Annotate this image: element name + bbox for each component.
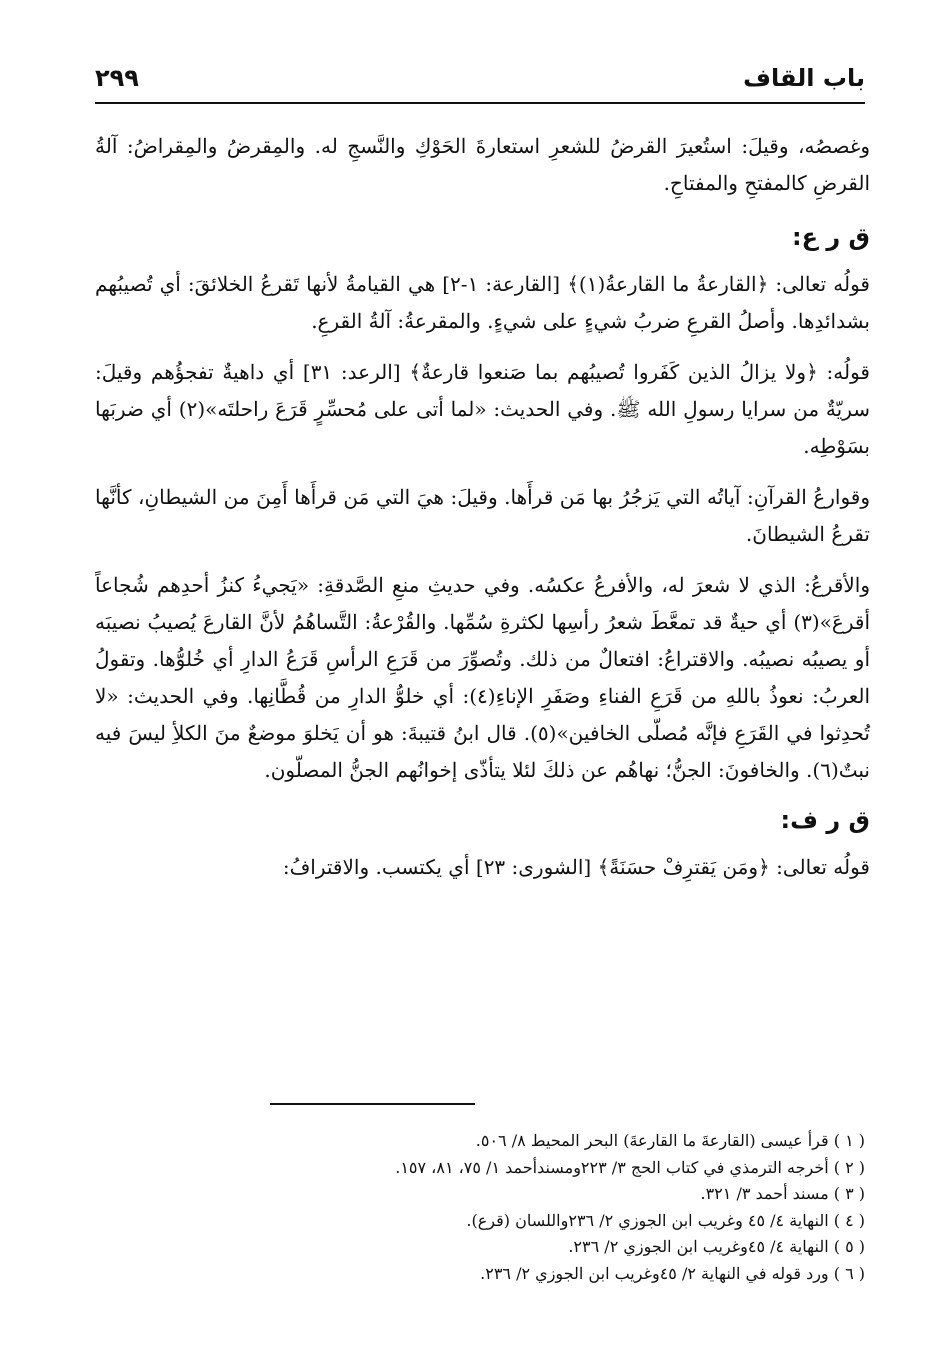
footnotes xyxy=(140,1128,865,1287)
footnote-3: ( ٣ ) مسند أحمد ٣/ ٣٢١. xyxy=(700,1184,865,1203)
entry-heading-qara: ق ر ع: xyxy=(792,223,870,251)
footnote-6: ( ٦ ) ورد قوله في النهاية ٢/ ٤٥وغريب ابن الجوزي ٢/ ٢٣٦. xyxy=(480,1263,865,1283)
header-rule xyxy=(95,102,865,104)
page-header xyxy=(95,58,865,98)
paragraph-iqtiraf: قولُه تعالى: ﴿ومَن يَقترِفْ حسَنَةً﴾ [الشورى: ٢٣] أي يكتسب. والاقترافُ: xyxy=(282,855,870,879)
footnote-separator xyxy=(270,1103,475,1105)
page-body xyxy=(95,128,870,900)
footnote-5: ( ٥ ) النهاية ٤/ ٤٥وغريب ابن الجوزي ٢/ ٢٣٦. xyxy=(568,1237,865,1256)
footnote-1: ( ١ ) قرأ عيسى (القارعةَ ما القارعةَ) البحر المحيط ٨/ ٥٠٦. xyxy=(475,1131,865,1150)
paragraph-qaria-verse: قولُه: ﴿ولا يزالُ الذين كَفَروا تُصيبُهم بما صَنعوا قارعةٌ﴾ [الرعد: ٣١] أي داهيةٌ تفجؤُهم وقيلَ: سريّةٌ من سرايا رسولِ الله ﷺ. وفي الحديث: «لما أتى على مُحسِّرٍ قَرَعَ راحلتَه»(٢) أي ضربَها بسَوْطِه. xyxy=(95,360,871,458)
paragraph-continuation: وغصصُه، وقيلَ: استُعيرَ القرضُ للشعرِ استعارةَ الحَوْكِ والنَّسجِ له. والمِقرضُ والمِقراضُ: آلةُ القرضِ كالمفتحِ والمفتاحِ. xyxy=(95,134,870,195)
footnote-2: ( ٢ ) أخرجه الترمذي في كتاب الحج ٣/ ٢٢٣ومسندأحمد ١/ ٧٥، ٨١، ١٥٧. xyxy=(395,1157,865,1177)
entry-heading-qarf: ق ر ف: xyxy=(780,806,870,834)
paragraph-aqra: والأقرعُ: الذي لا شعرَ له، والأفرعُ عكسُه. وفي حديثِ منعِ الصَّدقةِ: «يَجيءُ كنزُ أحدِهم شُجاعاً أقرعَ»(٣) أي حيةٌ قد تمعَّطَ شعرُ رأسِها لكثرةِ سُمِّها. والقُرْعةُ: التَّساهُمُ لأنَّ القارعَ يُصيبُ نصيبَه أو يصيبُه نصيبُه. والاقتراعُ: افتعالٌ من ذلك. وتُصوِّرَ من قَرَعِ الرأسِ قَرَعُ الدارِ أي خُلوُّها. وتقولُ العربُ: نعوذُ باللهِ من قَرَعِ الفناءِ وصَفَرِ الإناءِ(٤): أي خلوُّ الدارِ من قُطَّانِها. وفي الحديث: «لا تُحدِثوا في القَرَعِ فإنَّه مُصلّى الخافين»(٥). قال ابنُ قتيبةَ: هو أن يَخلوَ موضعٌ منَ الكلأِ ليسَ فيه نبتٌ(٦). والخافونَ: الجنُّ؛ نهاهُم عن ذلكَ لئلا يتأذّى إخوانُهم الجنُّ المصلّون. xyxy=(95,573,871,782)
paragraph-qawari: وقوارعُ القرآنِ: آياتُه التي يَزجُرُ بها مَن قرأَها. وقيلَ: هيَ التي مَن قرأَها أَمِنَ من الشيطانِ، كأنَّها تقرعُ الشيطانَ. xyxy=(95,485,870,546)
page-number: ٢٩٩ xyxy=(95,64,139,92)
footnote-4: ( ٤ ) النهاية ٤/ ٤٥ وغريب ابن الجوزي ٢/ ٢٣٦واللسان (قرع). xyxy=(466,1210,865,1230)
chapter-title: باب القاف xyxy=(743,64,865,92)
paragraph-qaria: قولُه تعالى: ﴿القارعةُ ما القارعةُ(١)﴾ [القارعة: ١-٢] هي القيامةُ لأنها تَقرعُ الخلائقَ: أي تُصيبُهم بشدائدِها. وأصلُ القرعِ ضربُ شيءٍ على شيءٍ. والمقرعةُ: آلةُ القرعِ. xyxy=(95,272,870,333)
